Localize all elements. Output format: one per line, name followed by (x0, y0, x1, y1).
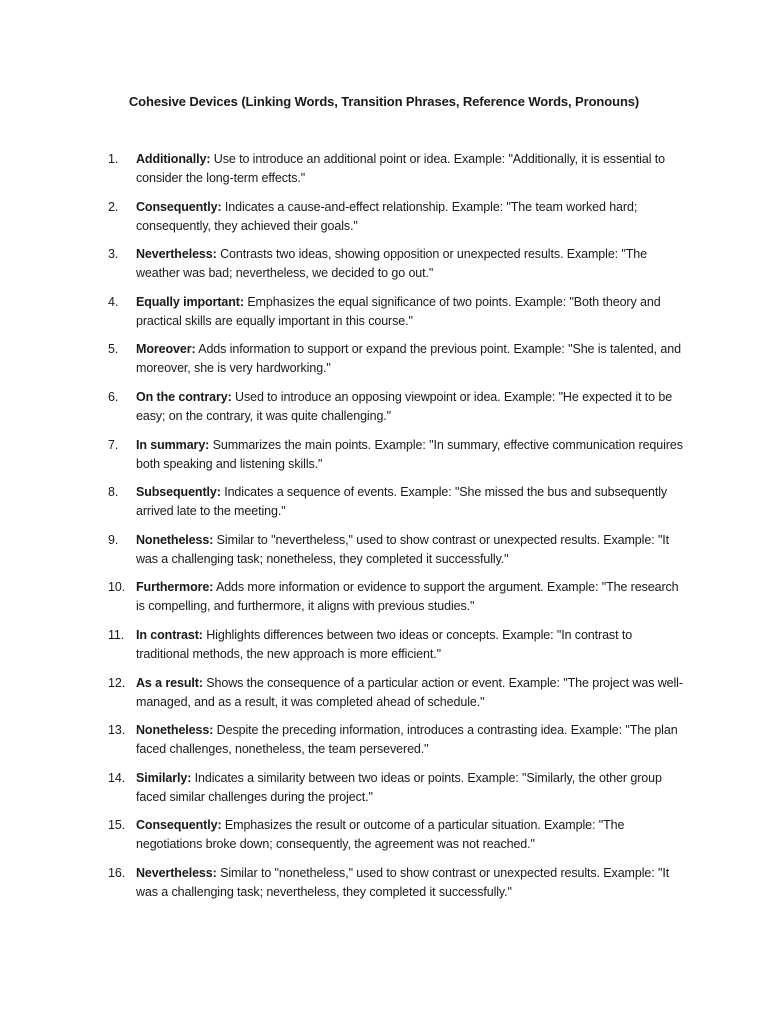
item-description: Highlights differences between two ideas or concepts. Example: "In contrast to traditional methods, the new approach is more efficient." (136, 627, 633, 661)
item-description: Indicates a similarity between two ideas or points. Example: "Similarly, the other group faced similar challenges during the project." (136, 770, 662, 804)
item-term: Consequently: (136, 818, 222, 833)
item-description: Indicates a cause-and-effect relationship. Example: "The team worked hard; consequently, they achieved their goals." (136, 199, 638, 233)
item-number: 3. (108, 247, 119, 262)
list-item (108, 864, 688, 902)
list-item (108, 531, 688, 569)
list-item (108, 150, 688, 188)
item-description: Emphasizes the equal significance of two points. Example: "Both theory and practical skills are equally important in this course." (136, 294, 661, 328)
list-item (108, 578, 688, 616)
item-term: Subsequently: (136, 485, 221, 500)
list-item (108, 245, 688, 283)
item-number: 9. (108, 532, 119, 547)
item-description: Use to introduce an additional point or idea. Example: "Additionally, it is essential to consider the long-term effects." (136, 152, 665, 185)
list-item (108, 626, 688, 664)
item-term: On the contrary: (136, 389, 232, 404)
item-description: Similar to "nonetheless," used to show contrast or unexpected results. Example: "It was a challenging task; nevertheless, they completed it successfully." (136, 865, 670, 899)
item-number: 2. (108, 199, 119, 214)
list-item (108, 293, 688, 331)
item-number: 13. (108, 723, 126, 738)
item-description: Similar to "nevertheless," used to show contrast or unexpected results. Example: "It was a challenging task; nonetheless, they completed it successfully." (136, 532, 670, 566)
item-description: Shows the consequence of a particular action or event. Example: "The project was well-managed, and as a result, it was completed ahead of schedule." (136, 675, 683, 709)
item-description: Indicates a sequence of events. Example: "She missed the bus and subsequently arrived late to the meeting." (136, 485, 668, 519)
cohesive-devices-list (108, 150, 688, 912)
item-number: 15. (108, 818, 126, 833)
list-item (108, 483, 688, 521)
item-term: In summary: (136, 437, 210, 452)
item-term: As a result: (136, 675, 203, 690)
item-term: Nevertheless: (136, 247, 217, 262)
item-number: 6. (108, 389, 119, 404)
list-item (108, 674, 688, 712)
item-term: Additionally: (136, 152, 211, 166)
item-description: Used to introduce an opposing viewpoint or idea. Example: "He expected it to be easy; on the contrary, it was quite challenging." (136, 389, 673, 423)
item-term: Consequently: (136, 199, 222, 214)
list-item (108, 721, 688, 759)
list-item (108, 816, 688, 854)
list-item (108, 340, 688, 378)
item-term: Nevertheless: (136, 865, 217, 880)
item-number: 16. (108, 865, 126, 880)
item-term: Furthermore: (136, 580, 214, 595)
item-term: Similarly: (136, 770, 192, 785)
list-item (108, 198, 688, 236)
item-description: Despite the preceding information, introduces a contrasting idea. Example: "The plan faced challenges, nonetheless, the team persevered." (136, 723, 678, 757)
item-description: Emphasizes the result or outcome of a particular situation. Example: "The negotiations broke down; consequently, the agreement was not reached." (136, 818, 625, 852)
item-number: 11. (108, 627, 125, 642)
item-description: Adds more information or evidence to support the argument. Example: "The research is compelling, and furthermore, it aligns with previous studies." (136, 580, 679, 614)
item-description: Summarizes the main points. Example: "In summary, effective communication requires both speaking and listening skills." (136, 437, 683, 471)
item-term: In contrast: (136, 627, 203, 642)
item-number: 5. (108, 342, 119, 357)
item-term: Nonetheless: (136, 723, 214, 738)
list-item (108, 436, 688, 474)
item-number: 14. (108, 770, 126, 785)
item-description: Adds information to support or expand the previous point. Example: "She is talented, and moreover, she is very hardworking." (136, 342, 681, 376)
list-item (108, 388, 688, 426)
item-term: Equally important: (136, 294, 244, 309)
item-number: 1. (108, 152, 119, 166)
item-number: 10. (108, 580, 126, 595)
item-number: 7. (108, 437, 119, 452)
item-term: Nonetheless: (136, 532, 214, 547)
item-description: Contrasts two ideas, showing opposition or unexpected results. Example: "The weather was bad; nevertheless, we decided to go out." (136, 247, 648, 281)
item-term: Moreover: (136, 342, 196, 357)
list-item (108, 769, 688, 807)
document-title: Cohesive Devices (Linking Words, Transition Phrases, Reference Words, Pronouns) (128, 94, 640, 109)
item-number: 8. (108, 485, 119, 500)
item-number: 4. (108, 294, 119, 309)
item-number: 12. (108, 675, 126, 690)
